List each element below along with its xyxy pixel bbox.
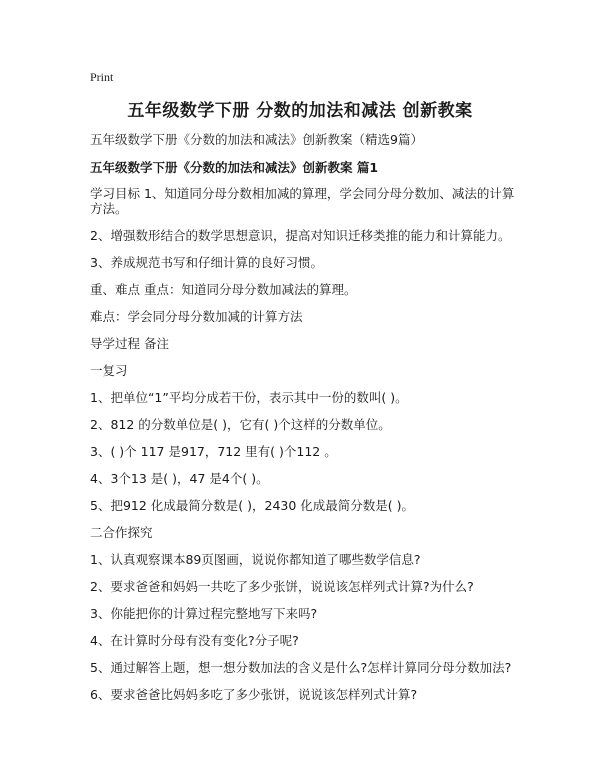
body-line: 3、( )个 117 是917，712 里有( )个112 。 [90,444,337,459]
body-line: 6、要求爸爸比妈妈多吃了多少张饼，说说该怎样列式计算? [90,687,418,702]
body-line: 2、增强数形结合的数学思想意识，提高对知识迁移类推的能力和计算能力。 [90,228,511,243]
body-line: 二合作探究 [90,525,153,540]
body-line: 4、3个13 是( )，47 是4个( )。 [90,471,269,486]
body-line: 难点：学会同分母分数加减的计算方法 [90,309,303,324]
body-line: 1、把单位“1”平均分成若干份，表示其中一份的数叫( )。 [90,390,408,405]
body-line: 5、把912 化成最简分数是( )，2430 化成最简分数是( )。 [90,498,415,513]
body-line: 1、认真观察课本89页图画，说说你都知道了哪些数学信息? [90,552,421,567]
body-line: 2、812 的分数单位是( )，它有( )个这样的分数单位。 [90,417,391,432]
body-line: 3、你能把你的计算过程完整地写下来吗? [90,606,318,621]
body-line: 5、通过解答上题，想一想分数加法的含义是什么?怎样计算同分母分数加法? [90,660,512,675]
body-line: 导学过程 备注 [90,336,169,351]
document-subtitle: 五年级数学下册《分数的加法和减法》创新教案（精选9篇） [90,132,423,147]
body-line: 4、在计算时分母有没有变化?分子呢? [90,633,299,648]
section-heading: 五年级数学下册《分数的加法和减法》创新教案 篇1 [90,160,379,175]
body-line: 学习目标 1、知道同分母分数相加减的算理，学会同分母分数加、减法的计算方法。 [90,186,515,216]
body-line: 2、要求爸爸和妈妈一共吃了多少张饼，说说该怎样列式计算?为什么? [90,579,474,594]
body-line: 重、难点 重点：知道同分母分数加减法的算理。 [90,282,357,297]
print-label: Print [90,70,114,84]
document-title: 五年级数学下册 分数的加法和减法 创新教案 [127,101,473,121]
document-body [90,186,520,714]
body-line: 一复习 [90,363,128,378]
body-line: 3、养成规范书写和仔细计算的良好习惯。 [90,255,323,270]
